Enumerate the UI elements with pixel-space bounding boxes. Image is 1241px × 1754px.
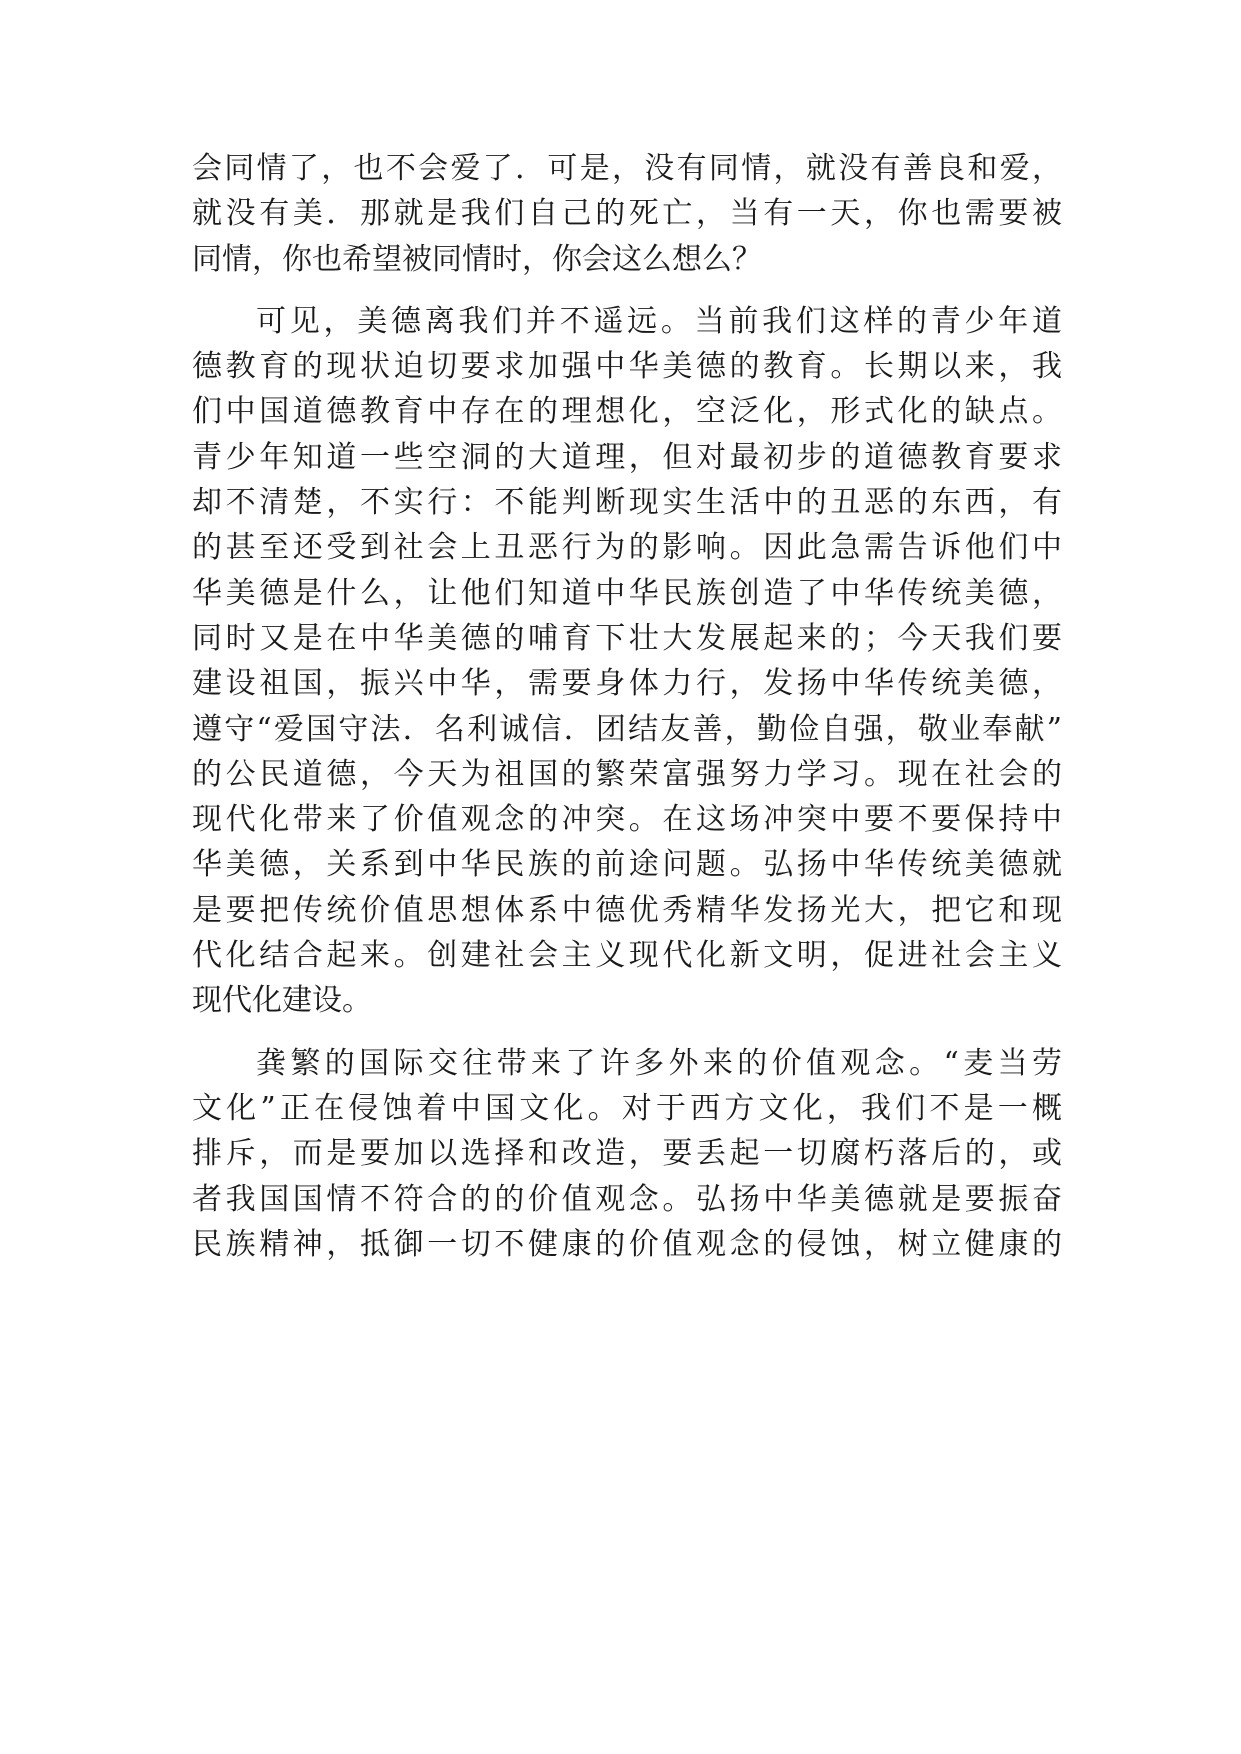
text-line: 文化”正在侵蚀着中国文化。对于西方文化，我们不是一概 <box>192 1090 1062 1126</box>
paragraph-gap <box>192 282 1062 299</box>
text-line: 就没有美．那就是我们自己的死亡，当有一天，你也需要被 <box>192 196 1062 232</box>
paragraph-3 <box>192 1041 1062 1267</box>
text-line: 民族精神，抵御一切不健康的价值观念的侵蚀，树立健康的 <box>192 1226 1062 1262</box>
text-line: 们中国道德教育中存在的理想化，空泛化，形式化的缺点。 <box>192 394 1062 430</box>
text-line: 德教育的现状迫切要求加强中华美德的教育。长期以来，我 <box>192 349 1062 385</box>
text-line: 现代化建设。 <box>192 983 372 1019</box>
text-line: 华美德是什么，让他们知道中华民族创造了中华传统美德， <box>192 575 1062 611</box>
text-line: 却不清楚，不实行：不能判断现实生活中的丑恶的东西，有 <box>192 485 1062 521</box>
text-line: 者我国国情不符合的的价值观念。弘扬中华美德就是要振奋 <box>192 1181 1062 1217</box>
text-line: 同情，你也希望被同情时，你会这么想么？ <box>192 241 762 277</box>
text-line: 的公民道德，今天为祖国的繁荣富强努力学习。现在社会的 <box>192 756 1062 792</box>
body-text <box>192 146 1062 1267</box>
text-line: 遵守“爱国守法．名利诚信．团结友善，勤俭自强，敬业奉献” <box>192 711 1062 747</box>
text-line: 会同情了，也不会爱了．可是，没有同情，就没有善良和爱， <box>192 151 1062 186</box>
text-line: 代化结合起来。创建社会主义现代化新文明，促进社会主义 <box>192 938 1062 974</box>
text-line: 可见，美德离我们并不遥远。当前我们这样的青少年道 <box>256 303 1062 339</box>
text-line: 青少年知道一些空洞的大道理，但对最初步的道德教育要求 <box>192 439 1062 475</box>
text-line: 的甚至还受到社会上丑恶行为的影响。因此急需告诉他们中 <box>192 530 1062 566</box>
text-line: 现代化带来了价值观念的冲突。在这场冲突中要不要保持中 <box>192 802 1062 838</box>
paragraph-2 <box>192 299 1062 1024</box>
text-line: 排斥，而是要加以选择和改造，要丢起一切腐朽落后的，或 <box>192 1136 1062 1172</box>
text-line: 建设祖国，振兴中华，需要身体力行，发扬中华传统美德， <box>192 666 1062 702</box>
text-line: 龚繁的国际交往带来了许多外来的价值观念。“麦当劳 <box>256 1045 1062 1081</box>
paragraph-gap <box>192 1024 1062 1041</box>
paragraph-1 <box>192 146 1062 282</box>
text-line: 同时又是在中华美德的哺育下壮大发展起来的；今天我们要 <box>192 620 1062 656</box>
text-line: 华美德，关系到中华民族的前途问题。弘扬中华传统美德就 <box>192 847 1062 883</box>
text-line: 是要把传统价值思想体系中德优秀精华发扬光大，把它和现 <box>192 892 1062 928</box>
